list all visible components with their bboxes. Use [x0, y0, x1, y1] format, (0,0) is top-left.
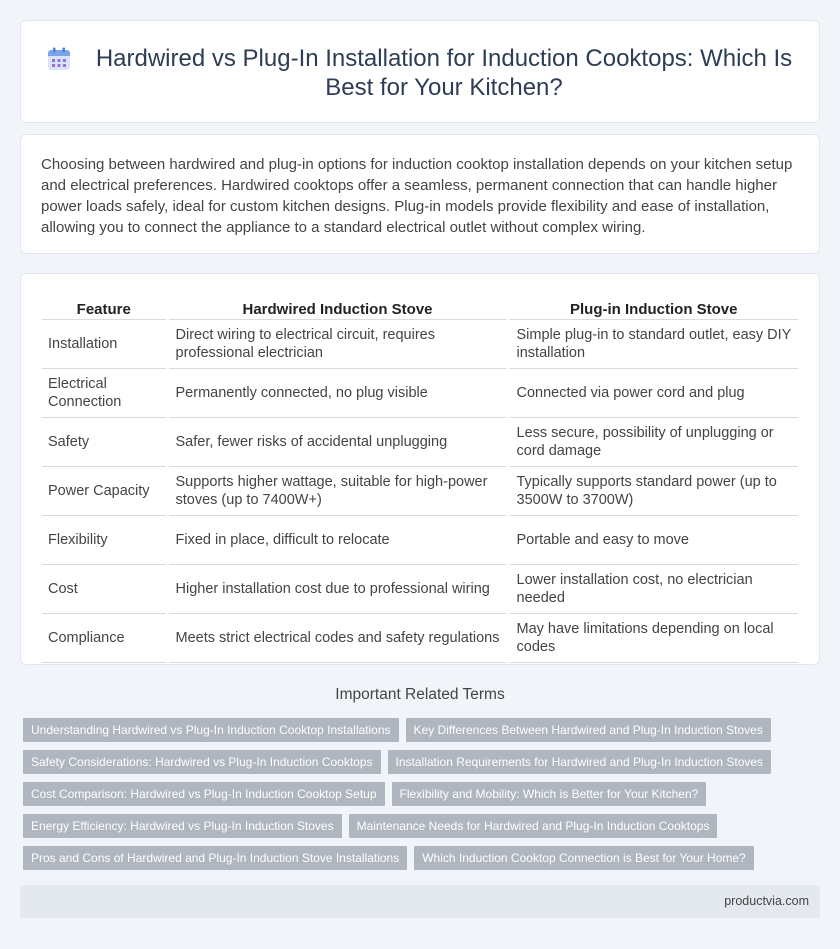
hardwired-cell: Safer, fewer risks of accidental unplugging: [167, 417, 508, 466]
tag-row: [23, 718, 803, 742]
column-header-hardwired: Hardwired Induction Stove: [167, 295, 508, 319]
column-header-plugin: Plug-in Induction Stove: [508, 295, 798, 319]
title-card: [20, 20, 820, 123]
related-term-link[interactable]: Understanding Hardwired vs Plug-In Induction Cooktop Installations: [23, 718, 399, 742]
tag-row: [23, 782, 803, 806]
hardwired-cell: Meets strict electrical codes and safety regulations: [167, 613, 508, 662]
plugin-cell: Typically supports standard power (up to 3500W to 3700W): [508, 466, 798, 515]
intro-paragraph: Choosing between hardwired and plug-in options for induction cooktop installation depends on your kitchen setup and electrical preferences. Hardwired cooktops offer a seamless, permanent connection that can handle higher power loads safely, ideal for custom kitchen designs. Plug-in models provide flexibility and ease of installation, allowing you to connect the appliance to a standard electrical outlet without complex wiring.: [41, 156, 793, 236]
feature-cell: Safety: [42, 417, 167, 466]
related-term-link[interactable]: Installation Requirements for Hardwired and Plug-In Induction Stoves: [388, 750, 772, 774]
related-term-link[interactable]: Cost Comparison: Hardwired vs Plug-In Induction Cooktop Setup: [23, 782, 385, 806]
related-term-link[interactable]: Safety Considerations: Hardwired vs Plug-In Induction Cooktops: [23, 750, 381, 774]
related-term-link[interactable]: Flexibility and Mobility: Which is Better for Your Kitchen?: [392, 782, 707, 806]
table-row: [42, 515, 798, 564]
related-term-link[interactable]: Maintenance Needs for Hardwired and Plug-In Induction Cooktops: [349, 814, 718, 838]
related-term-link[interactable]: Energy Efficiency: Hardwired vs Plug-In Induction Stoves: [23, 814, 342, 838]
plugin-cell: Less secure, possibility of unplugging or cord damage: [508, 417, 798, 466]
comparison-table: [42, 295, 798, 663]
plugin-cell: Connected via power cord and plug: [508, 368, 798, 417]
hardwired-cell: Permanently connected, no plug visible: [167, 368, 508, 417]
feature-cell: Installation: [42, 319, 167, 368]
hardwired-cell: Supports higher wattage, suitable for high-power stoves (up to 7400W+): [167, 466, 508, 515]
footer: [20, 885, 820, 918]
hardwired-cell: Fixed in place, difficult to relocate: [167, 515, 508, 564]
table-row: [42, 319, 798, 368]
table-row: [42, 417, 798, 466]
related-term-link[interactable]: Key Differences Between Hardwired and Plug-In Induction Stoves: [406, 718, 771, 742]
table-row: [42, 466, 798, 515]
feature-cell: Electrical Connection: [42, 368, 167, 417]
related-term-link[interactable]: Pros and Cons of Hardwired and Plug-In Induction Stove Installations: [23, 846, 407, 870]
plugin-cell: Simple plug-in to standard outlet, easy DIY installation: [508, 319, 798, 368]
tag-row: [23, 846, 803, 870]
related-term-link[interactable]: Which Induction Cooktop Connection is Best for Your Home?: [414, 846, 754, 870]
plugin-cell: Portable and easy to move: [508, 515, 798, 564]
table-header-row: [42, 295, 798, 319]
related-terms-list: [23, 718, 803, 878]
table-row: [42, 613, 798, 662]
page-title: Hardwired vs Plug-In Installation for Induction Cooktops: Which Is Best for Your Kitchen?: [95, 45, 793, 101]
hardwired-cell: Higher installation cost due to professional wiring: [167, 564, 508, 613]
table-row: [42, 368, 798, 417]
site-name[interactable]: productvia.com: [724, 894, 809, 908]
table-row: [42, 564, 798, 613]
related-terms-heading: Important Related Terms: [335, 686, 505, 703]
calendar-icon: [46, 46, 72, 72]
plugin-cell: Lower installation cost, no electrician needed: [508, 564, 798, 613]
tag-row: [23, 750, 803, 774]
plugin-cell: May have limitations depending on local codes: [508, 613, 798, 662]
tag-row: [23, 814, 803, 838]
feature-cell: Compliance: [42, 613, 167, 662]
hardwired-cell: Direct wiring to electrical circuit, requires professional electrician: [167, 319, 508, 368]
feature-cell: Flexibility: [42, 515, 167, 564]
feature-cell: Power Capacity: [42, 466, 167, 515]
intro-card: [20, 134, 820, 254]
column-header-feature: Feature: [42, 295, 167, 319]
feature-cell: Cost: [42, 564, 167, 613]
comparison-table-card: [20, 273, 820, 665]
